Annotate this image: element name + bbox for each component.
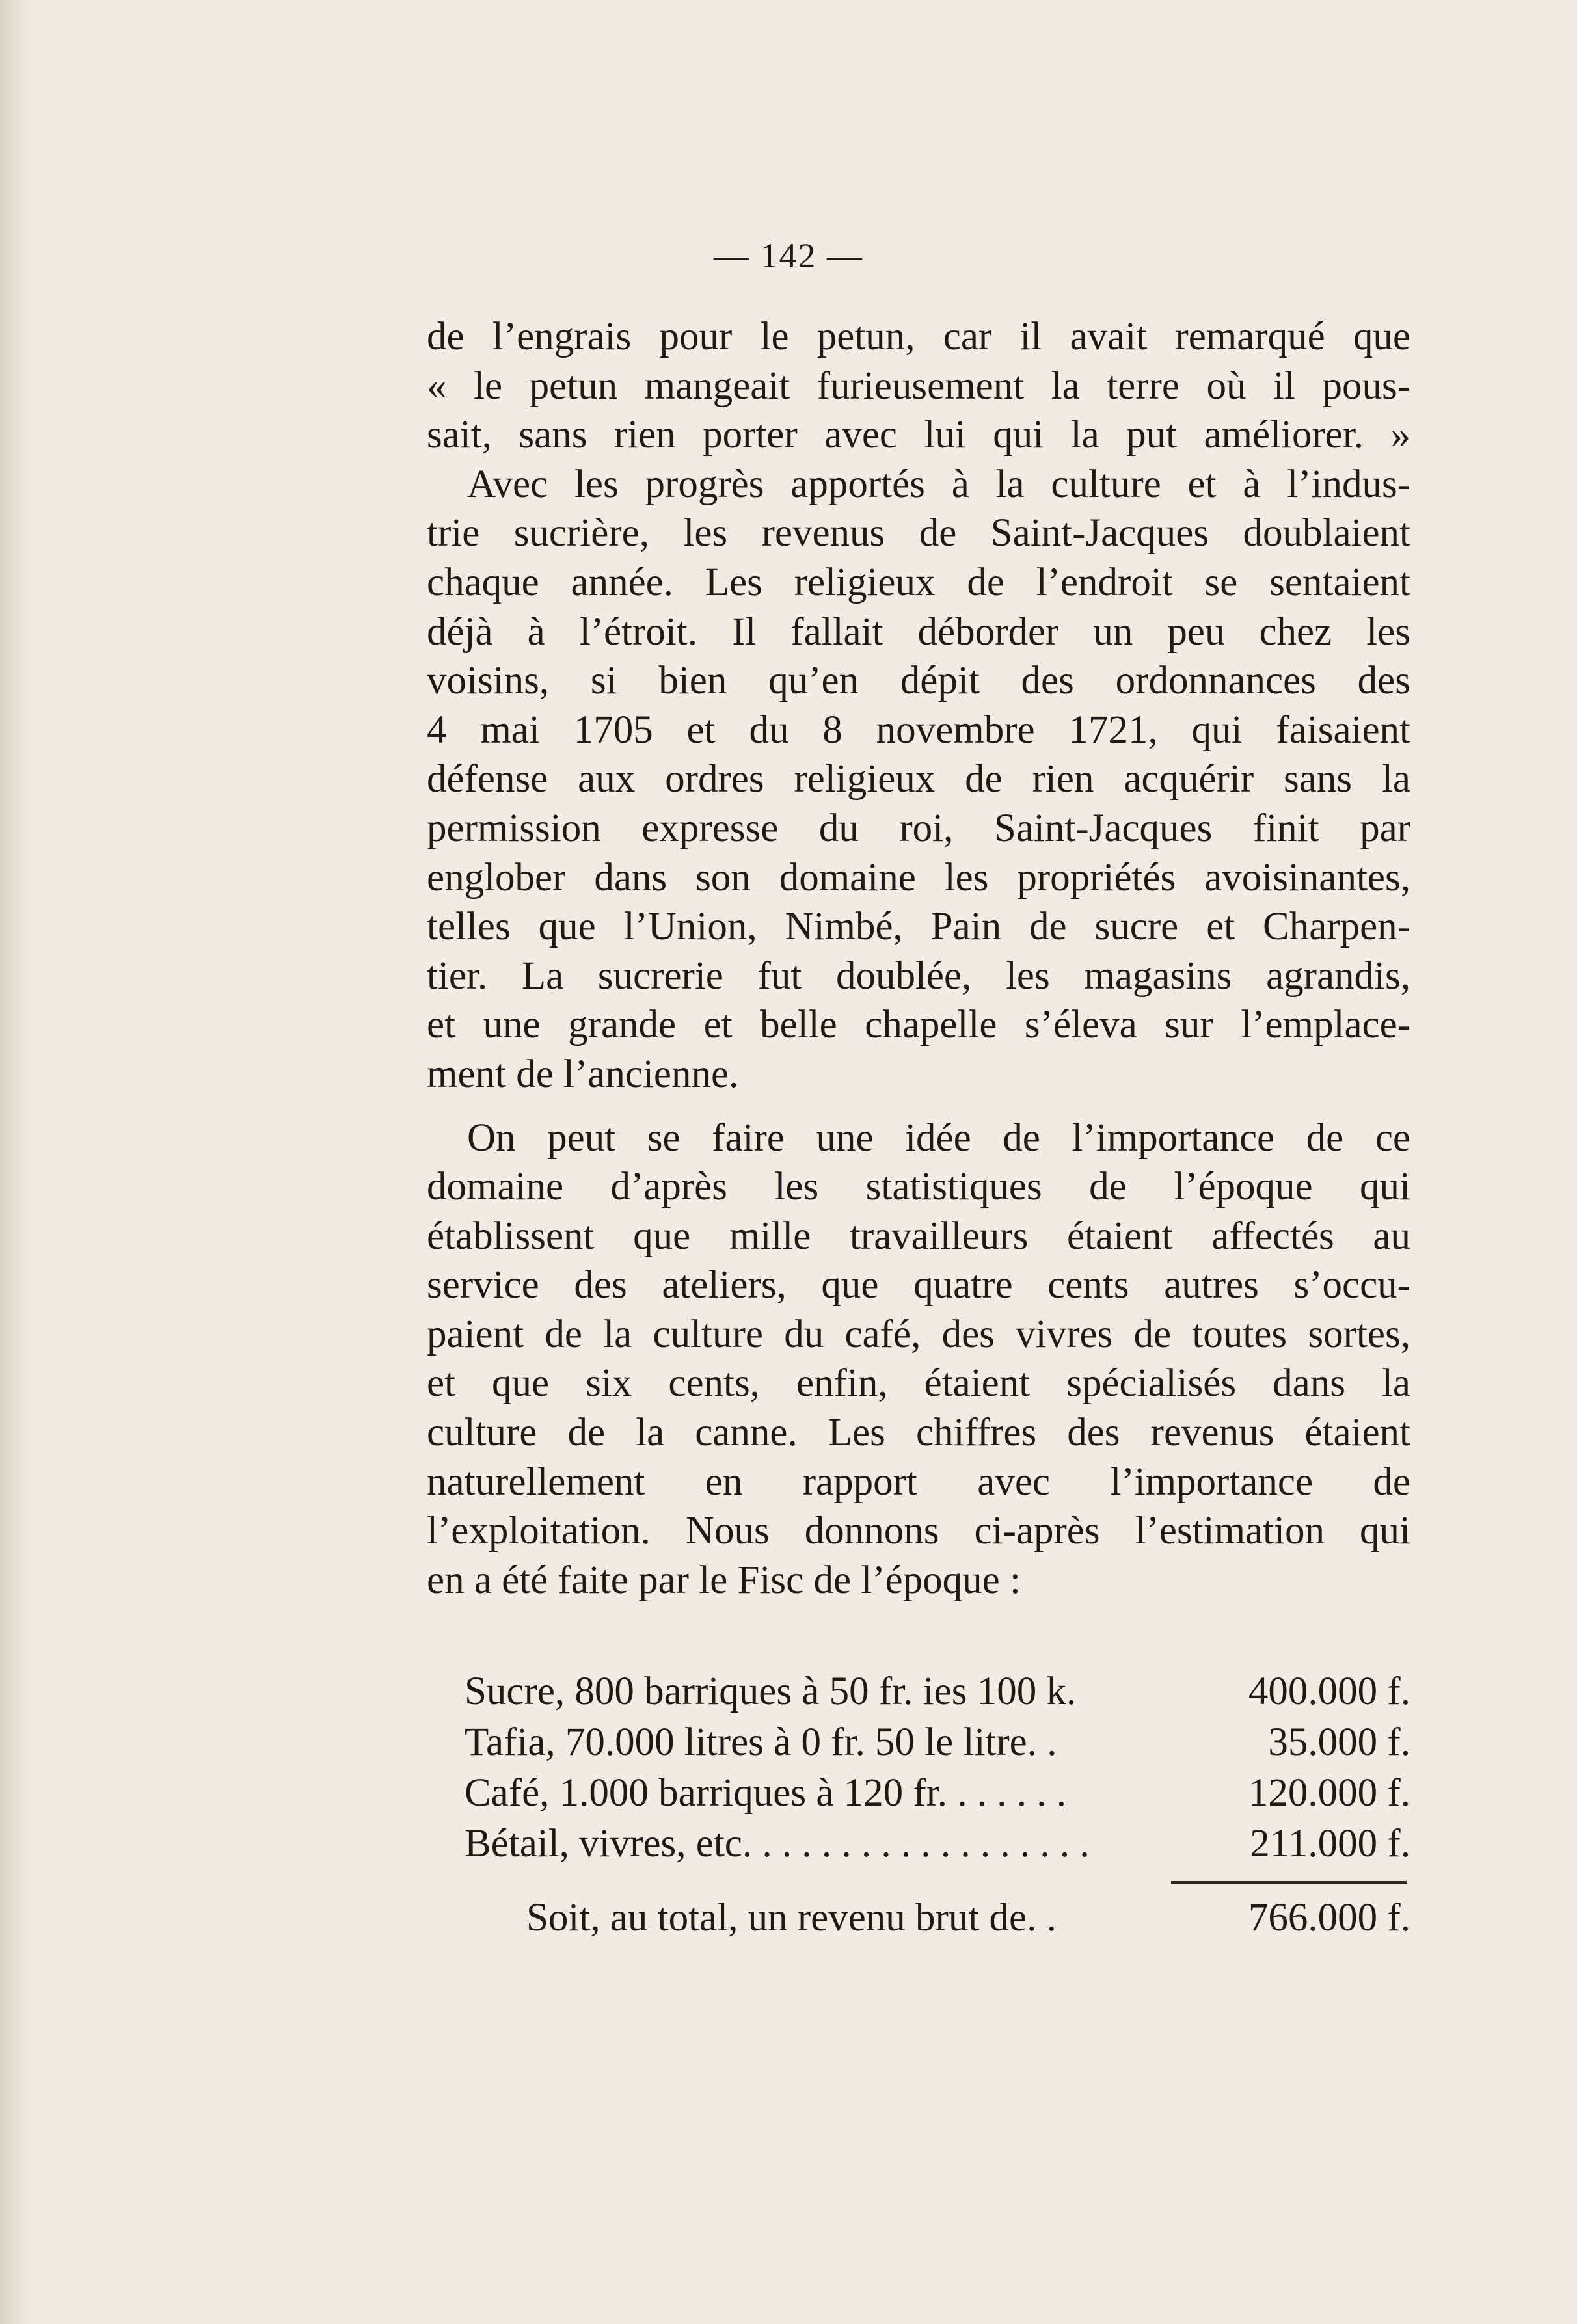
row-label: Sucre, 800 barriques à 50 fr. ies 100 k. (465, 1670, 1077, 1713)
total-row (465, 1895, 1410, 1946)
text-line: paient de la culture du café, des vivres de toutes sortes, (427, 1312, 1410, 1356)
row-amount: 35.000 f. (1268, 1720, 1410, 1764)
text-line: 4 mai 1705 et du 8 novembre 1721, qui faisaient (427, 708, 1410, 752)
total-label: Soit, au total, un revenu brut de. . (526, 1896, 1057, 1940)
text-line: défense aux ordres religieux de rien acquérir sans la (427, 757, 1410, 801)
text-line: établissent que mille travailleurs étaient affectés au (427, 1214, 1410, 1258)
page-number: — 142 — (714, 236, 863, 275)
row-amount: 400.000 f. (1248, 1670, 1410, 1713)
text-line: domaine d’après les statistiques de l’époque qui (427, 1165, 1410, 1209)
text-line: telles que l’Union, Nimbé, Pain de sucre et Charpen- (427, 905, 1410, 949)
text-line: voisins, si bien qu’en dépit des ordonnances des (427, 659, 1410, 703)
text-line: de l’engrais pour le petun, car il avait remarqué que (427, 315, 1410, 358)
row-label: Café, 1.000 barriques à 120 fr. . . . . . . (465, 1771, 1066, 1815)
table-row (465, 1669, 1410, 1720)
row-amount: 211.000 f. (1250, 1822, 1410, 1865)
text-line: l’exploitation. Nous donnons ci-après l’estimation qui (427, 1509, 1410, 1553)
text-line: ment de l’ancienne. (427, 1052, 739, 1096)
text-line: déjà à l’étroit. Il fallait déborder un peu chez les (427, 609, 1410, 654)
text-line: et que six cents, enfin, étaient spécialisés dans la (427, 1361, 1410, 1406)
total-amount: 766.000 f. (1248, 1896, 1410, 1940)
text-line: culture de la canne. Les chiffres des revenus étaient (427, 1411, 1410, 1455)
text-line: et une grande et belle chapelle s’éleva sur l’emplace- (427, 1003, 1410, 1047)
row-label: Tafia, 70.000 litres à 0 fr. 50 le litre. . (465, 1720, 1057, 1764)
body-text (427, 312, 1410, 1605)
revenue-table (465, 1669, 1410, 1946)
table-row (465, 1821, 1410, 1872)
text-line: tier. La sucrerie fut doublée, les magasins agrandis, (427, 954, 1410, 998)
text-line: naturellement en rapport avec l’importance de (427, 1460, 1410, 1504)
text-line: On peut se faire une idée de l’importance de ce (467, 1115, 1410, 1160)
text-line: chaque année. Les religieux de l’endroit se sentaient (427, 560, 1410, 604)
text-line: permission expresse du roi, Saint-Jacques finit par (427, 806, 1410, 850)
row-label: Bétail, vivres, etc. . . . . . . . . . . . . . . . . . (465, 1822, 1090, 1865)
text-line: englober dans son domaine les propriétés avoisinantes, (427, 855, 1410, 900)
text-line: sait, sans rien porter avec lui qui la put améliorer. » (427, 413, 1410, 457)
text-line: trie sucrière, les revenus de Saint-Jacques doublaient (427, 511, 1410, 555)
table-row (465, 1770, 1410, 1821)
page-edge-shadow (0, 0, 31, 2324)
text-line: service des ateliers, que quatre cents autres s’occu- (427, 1263, 1410, 1307)
total-rule (1171, 1881, 1407, 1884)
table-row (465, 1720, 1410, 1770)
text-line: « le petun mangeait furieusement la terre où il pous- (427, 364, 1410, 408)
text-line: en a été faite par le Fisc de l’époque : (427, 1558, 1021, 1602)
row-amount: 120.000 f. (1248, 1771, 1410, 1815)
text-line: Avec les progrès apportés à la culture et à l’indus- (467, 462, 1410, 506)
